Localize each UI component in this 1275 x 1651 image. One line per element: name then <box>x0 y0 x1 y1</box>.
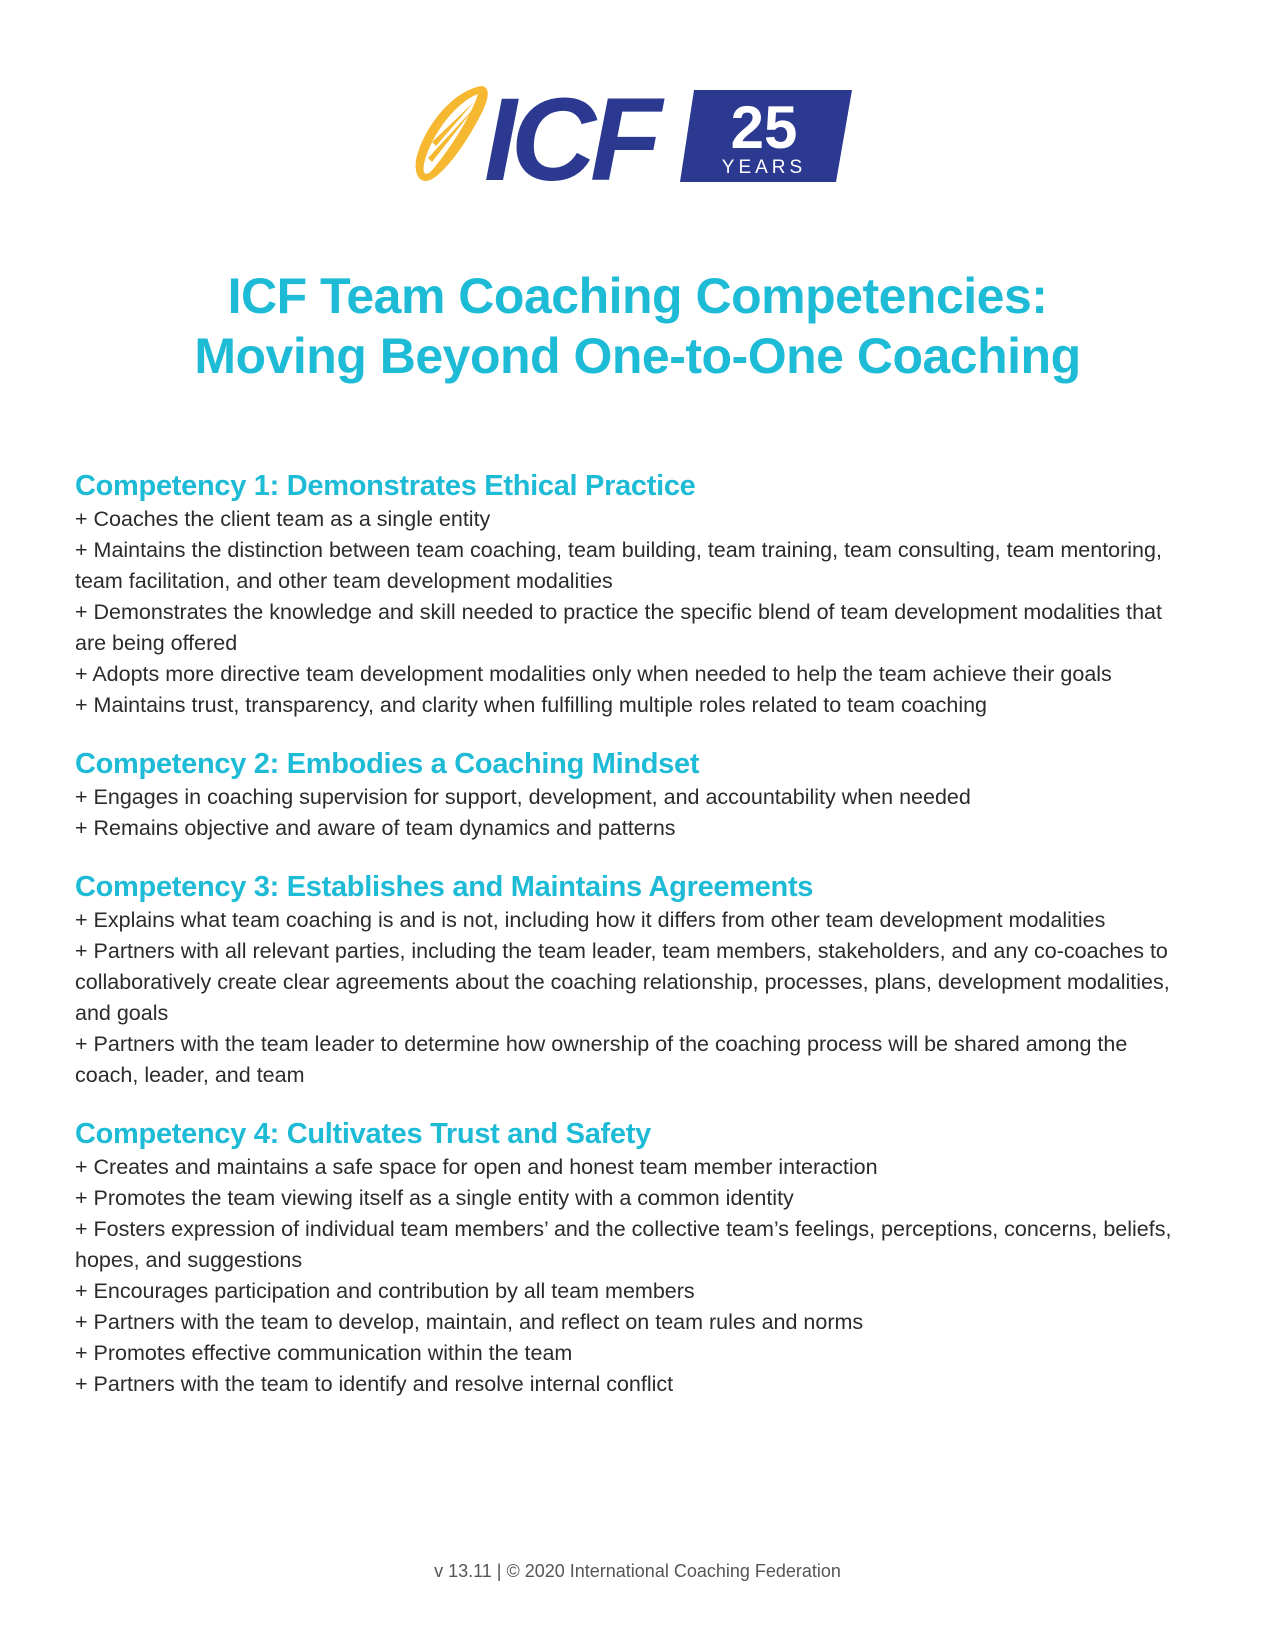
competency-item: + Creates and maintains a safe space for open and honest team member interaction <box>75 1155 878 1179</box>
competency-item: + Partners with the team leader to determine how ownership of the coaching process will be shared among the coach, leader, and team <box>75 1032 1128 1087</box>
competency-heading: Competency 2: Embodies a Coaching Mindset <box>75 748 700 780</box>
competency-item: + Partners with the team to develop, maintain, and reflect on team rules and norms <box>75 1310 864 1334</box>
competency-list <box>75 468 1195 1425</box>
competency-section <box>75 1116 1195 1400</box>
competency-item: + Partners with the team to identify and resolve internal conflict <box>75 1372 674 1396</box>
swoosh-icon <box>416 86 488 181</box>
competency-item: + Adopts more directive team development modalities only when needed to help the team achieve their goals <box>75 662 1112 686</box>
icf-25-years-logo <box>412 80 852 192</box>
competency-section <box>75 746 1195 844</box>
competency-item: + Promotes the team viewing itself as a single entity with a common identity <box>75 1186 794 1210</box>
logo-text: ICF <box>484 80 657 192</box>
competency-item: + Partners with all relevant parties, including the team leader, team members, stakeholders, and any co-coaches to collaboratively create clear agreements about the coaching relationship, processes, plans, development modalities, and goals <box>75 939 1170 1025</box>
competency-item: + Promotes effective communication within the team <box>75 1341 573 1365</box>
competency-section <box>75 468 1195 721</box>
competency-item: + Coaches the client team as a single entity <box>75 507 491 531</box>
competency-item: + Demonstrates the knowledge and skill needed to practice the specific blend of team development modalities that are being offered <box>75 600 1162 655</box>
competency-item: + Remains objective and aware of team dynamics and patterns <box>75 816 676 840</box>
competency-section <box>75 869 1195 1091</box>
title-line-2: Moving Beyond One-to-One Coaching <box>194 328 1081 384</box>
competency-heading: Competency 3: Establishes and Maintains Agreements <box>75 871 814 903</box>
competency-item: + Encourages participation and contribution by all team members <box>75 1279 695 1303</box>
competency-heading: Competency 4: Cultivates Trust and Safety <box>75 1118 651 1150</box>
title-line-1: ICF Team Coaching Competencies: <box>227 268 1048 324</box>
logo-badge-label: YEARS <box>721 157 807 178</box>
competency-item: + Maintains trust, transparency, and clarity when fulfilling multiple roles related to team coaching <box>75 693 988 717</box>
footer-copyright: v 13.11 | © 2020 International Coaching Federation <box>434 1561 841 1581</box>
logo-badge-number: 25 <box>730 94 798 161</box>
competency-item: + Explains what team coaching is and is not, including how it differs from other team development modalities <box>75 908 1106 932</box>
competency-item: + Maintains the distinction between team coaching, team building, team training, team consulting, team mentoring, team facilitation, and other team development modalities <box>75 538 1162 593</box>
competency-item: + Engages in coaching supervision for support, development, and accountability when needed <box>75 785 971 809</box>
competency-item: + Fosters expression of individual team members’ and the collective team’s feelings, perceptions, concerns, beliefs, hopes, and suggestions <box>75 1217 1172 1272</box>
competency-heading: Competency 1: Demonstrates Ethical Practice <box>75 470 696 502</box>
page-title <box>0 266 1275 386</box>
